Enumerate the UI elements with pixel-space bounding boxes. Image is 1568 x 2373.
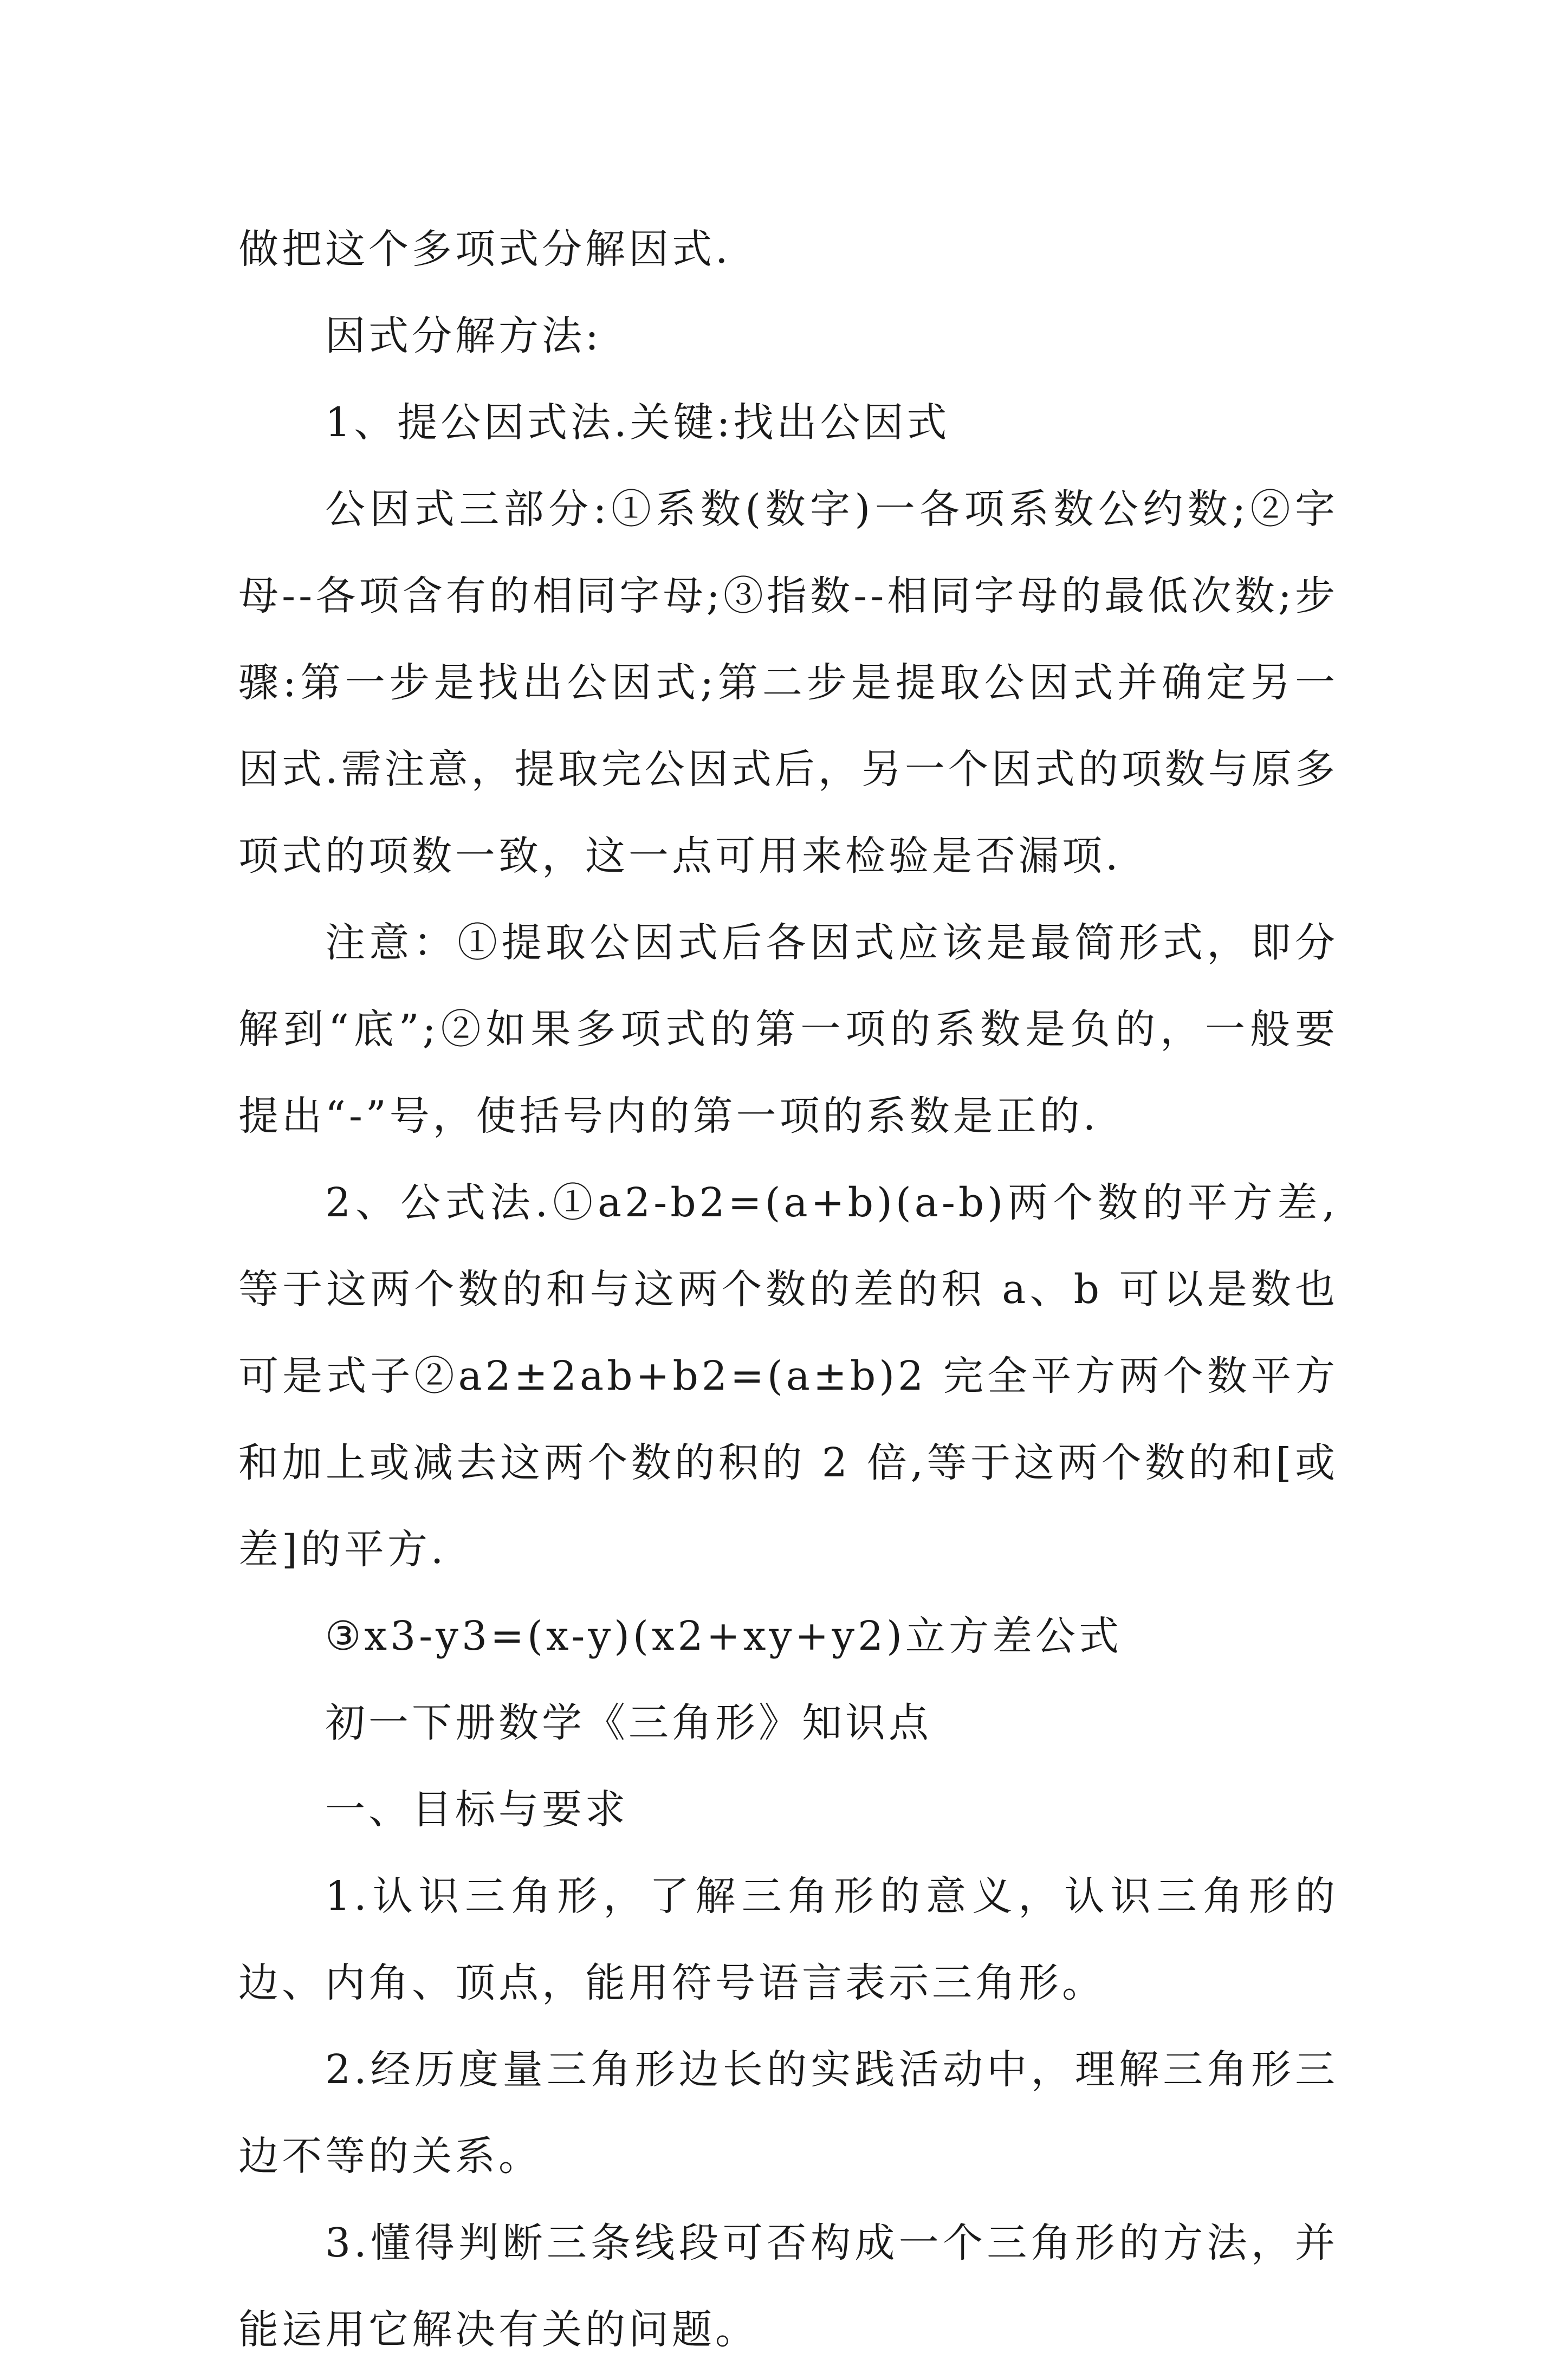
paragraph-goals-heading: 一、目标与要求 xyxy=(325,1786,629,1833)
paragraph-cube-difference: ③x3-y3=(x-y)(x2+xy+y2)立方差公式 xyxy=(325,1613,1123,1659)
paragraph-common-factor-parts: 公因式三部分:①系数(数字)一各项系数公约数;②字母--各项含有的相同字母;③指数--相同字母的最低次数;步骤:第一步是找出公因式;第二步是提取公因式并确定另一因式.需注意，提取完公因式后，另一个因式的项数与原多项式的项数一致，这一点可用来检验是否漏项. xyxy=(238,486,1338,879)
document-body xyxy=(238,206,1338,2373)
paragraph-goal-3: 3.懂得判断三条线段可否构成一个三角形的方法，并能运用它解决有关的问题。 xyxy=(238,2220,1338,2353)
paragraph-formula-method: 2、公式法.①a2-b2=(a+b)(a-b)两个数的平方差,等于这两个数的和与这两个数的差的积 a、b 可以是数也可是式子②a2±2ab+b2=(a±b)2 完全平方两个数平方和加上或减去这两个数的积的 2 倍,等于这两个数的和[或差]的平方. xyxy=(238,1179,1338,1573)
paragraph-continuation: 做把这个多项式分解因式. xyxy=(238,226,731,273)
paragraph-goal-1: 1.认识三角形，了解三角形的意义，认识三角形的边、内角、顶点，能用符号语言表示三角形。 xyxy=(238,1873,1338,2006)
paragraph-factoring-methods-heading: 因式分解方法: xyxy=(325,313,602,359)
paragraph-triangle-title: 初一下册数学《三角形》知识点 xyxy=(325,1700,932,1746)
paragraph-common-factor-method: 1、提公因式法.关键:找出公因式 xyxy=(325,399,950,446)
paragraph-goal-2: 2.经历度量三角形边长的实践活动中，理解三角形三边不等的关系。 xyxy=(238,2046,1338,2180)
paragraph-notes: 注意：①提取公因式后各因式应该是最简形式，即分解到“底”;②如果多项式的第一项的系数是负的，一般要提出“-”号，使括号内的第一项的系数是正的. xyxy=(238,919,1338,1139)
